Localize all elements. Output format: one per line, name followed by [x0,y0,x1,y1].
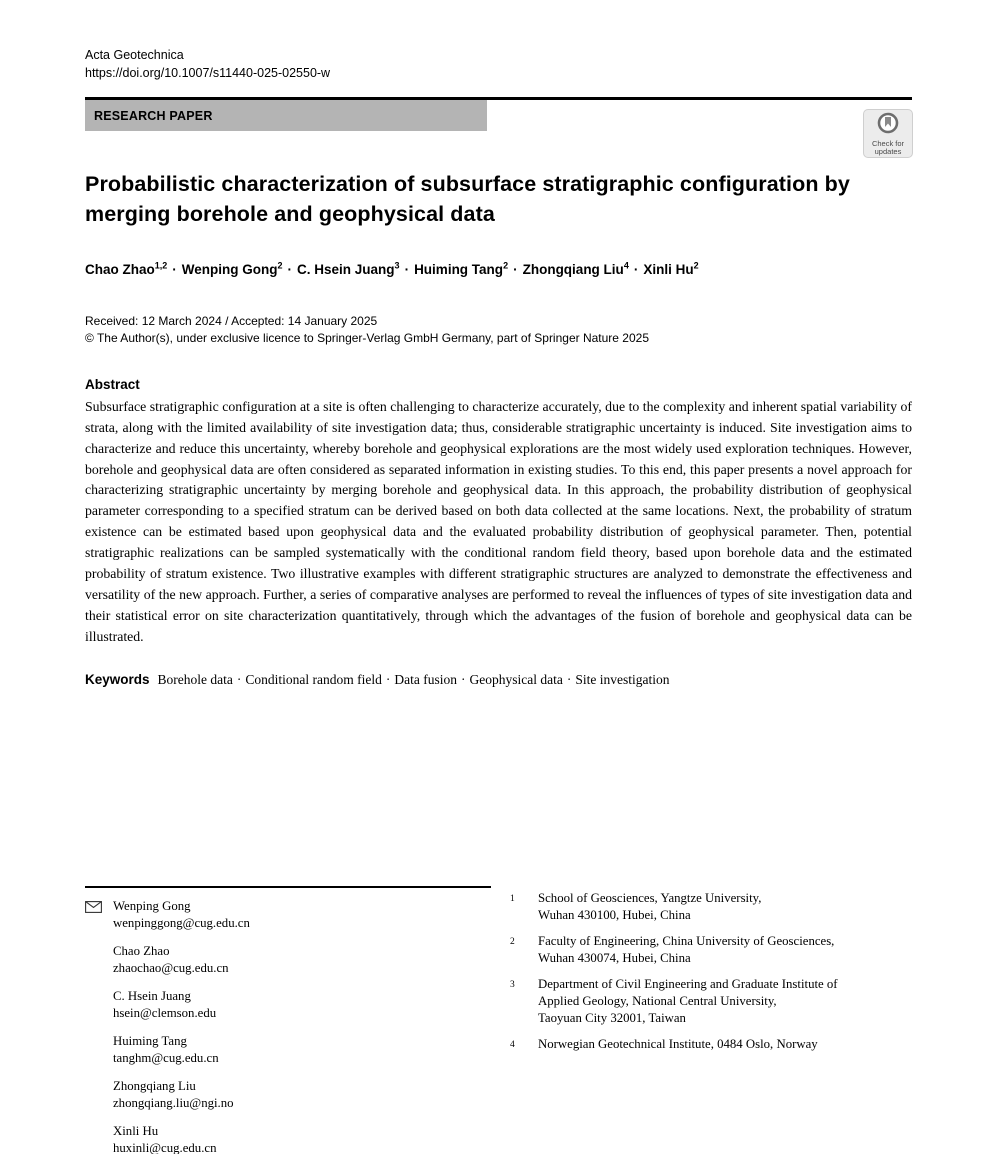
author: Chao Zhao$^{1,2}$ [85,260,168,277]
envelope-icon [85,901,102,918]
received-accepted: Received: 12 March 2024 / Accepted: 14 January 2025 [85,313,378,328]
abstract-text: Subsurface stratigraphic configuration at a site is often challenging to characterize accurately, due to the complexity and inherent spatial variability of strata, along with the limited availability of site investigation data; thus, considerable stratigraphic uncertainty is induced. Site investigation aims to characterize and reduce this uncertainty, whereby borehole and geophysical explorations are the most widely used exploration techniques. However, borehole and geophysical data are often considered as separated information in existing studies. To this end, this paper presents a novel approach for characterizing stratigraphic uncertainty by merging borehole and geophysical data. In this approach, the probability distribution of geophysical parameter corresponding to a specified stratum can be derived based on both data collected at the same locations. Next, the probability of stratum existence can be estimated based upon geophysical data and the evaluated probability distribution of geophysical parameter. Then, potential stratigraphic realizations can be sampled systematically with the conditional random field theory, based upon borehole data and the estimated probability of stratum existence. Two illustrative examples with different stratigraphic structures are analyzed to demonstrate the effectiveness and versatility of the new approach. Further, a series of comparative analyses are performed to reveal the influences of types of site investigation data and their statistical error on site characterization quantitatively, through which the advantages of the fusion of borehole and geophysical data can be illustrated. [85,398,912,645]
author-separator: · [172,261,177,277]
affiliation-text: Faculty of Engineering, China University of Geosciences, Wuhan 430074, Hubei, China [538,934,835,965]
contact-name: Wenping Gong [113,899,191,913]
copyright-line: © The Author(s), under exclusive licence to Springer-Verlag GmbH Germany, part of Springer Nature 2025 [85,331,649,346]
contact-email[interactable]: wenpinggong@cug.edu.cn [113,916,250,930]
doi-link[interactable]: https://doi.org/10.1007/s11440-025-02550-w [85,66,331,80]
correspondence-column [85,886,491,1154]
keywords-line [85,672,912,688]
affiliation-number: 2 [510,937,515,947]
article-body [85,170,912,688]
contact-name: Chao Zhao [113,944,170,958]
author-separator: · [633,261,639,277]
author-separator: · [513,261,518,277]
contact-name: Huiming Tang [113,1034,187,1048]
affiliation-text: Department of Civil Engineering and Graduate Institute of Applied Geology, National Central University, Taoyuan City 32001, Taiwan [538,977,838,1025]
contact [113,943,491,977]
badge-text-line2: updates [874,147,902,156]
badge-text-line1: Check for [871,138,905,148]
author: Wenping Gong$^2$ [181,260,283,277]
author-separator: · [287,261,293,277]
affiliation-number: 4 [510,1040,515,1050]
affiliation [510,976,912,1027]
article-type-label: RESEARCH PAPER [94,108,213,123]
contact [113,1033,491,1067]
contact-name: Zhongqiang Liu [113,1079,196,1093]
page-title: Probabilistic characterization of subsurface stratigraphic configuration by merging borehole and geophysical data [85,172,850,226]
contact-email[interactable]: zhongqiang.liu@ngi.no [113,1096,234,1110]
check-for-updates-button[interactable] [863,109,913,158]
check-updates-icon [876,111,900,140]
affiliation-text: School of Geosciences, Yangtze University, Wuhan 430100, Hubei, China [538,891,762,922]
dates-block [85,313,912,348]
author-list [85,260,912,277]
journal-name: Acta Geotechnica [85,48,184,62]
affiliation-number: 3 [510,980,515,990]
author: Huiming Tang$^2$ [414,260,509,277]
author: Zhongqiang Liu$^4$ [522,260,629,277]
author-separator: · [404,261,410,277]
contact-name: Xinli Hu [113,1124,159,1138]
contact-name: C. Hsein Juang [113,989,191,1003]
contact-email[interactable]: zhaochao@cug.edu.cn [113,961,229,975]
author: C. Hsein Juang$^3$ [297,260,400,277]
contact-email[interactable]: hsein@clemson.edu [113,1006,217,1020]
affiliation [510,933,912,967]
contact [113,1123,491,1154]
contact-email[interactable]: tanghm@cug.edu.cn [113,1051,219,1065]
keywords-items: Borehole data · Conditional random field · Data fusion · Geophysical data · Site investigation [157,672,670,688]
article-type-banner [85,100,487,131]
keyword-separator: · [385,672,391,688]
contact-list [85,898,491,1154]
contact [113,988,491,1022]
affiliation-text: Norwegian Geotechnical Institute, 0484 Oslo, Norway [538,1037,818,1051]
keywords-heading: Keywords [85,672,150,688]
affiliation [510,890,912,924]
affiliation [510,1036,912,1054]
affiliation-number: 1 [510,894,515,904]
author: Xinli Hu$^2$ [643,260,699,277]
keyword-separator: · [566,672,572,688]
keyword-separator: · [236,672,242,688]
contact-email[interactable]: huxinli@cug.edu.cn [113,1141,217,1154]
keyword-separator: · [460,672,466,688]
contact [113,1078,491,1112]
abstract-heading: Abstract [85,376,140,392]
contact-corresponding [113,898,491,932]
affiliations-column [510,890,912,1063]
